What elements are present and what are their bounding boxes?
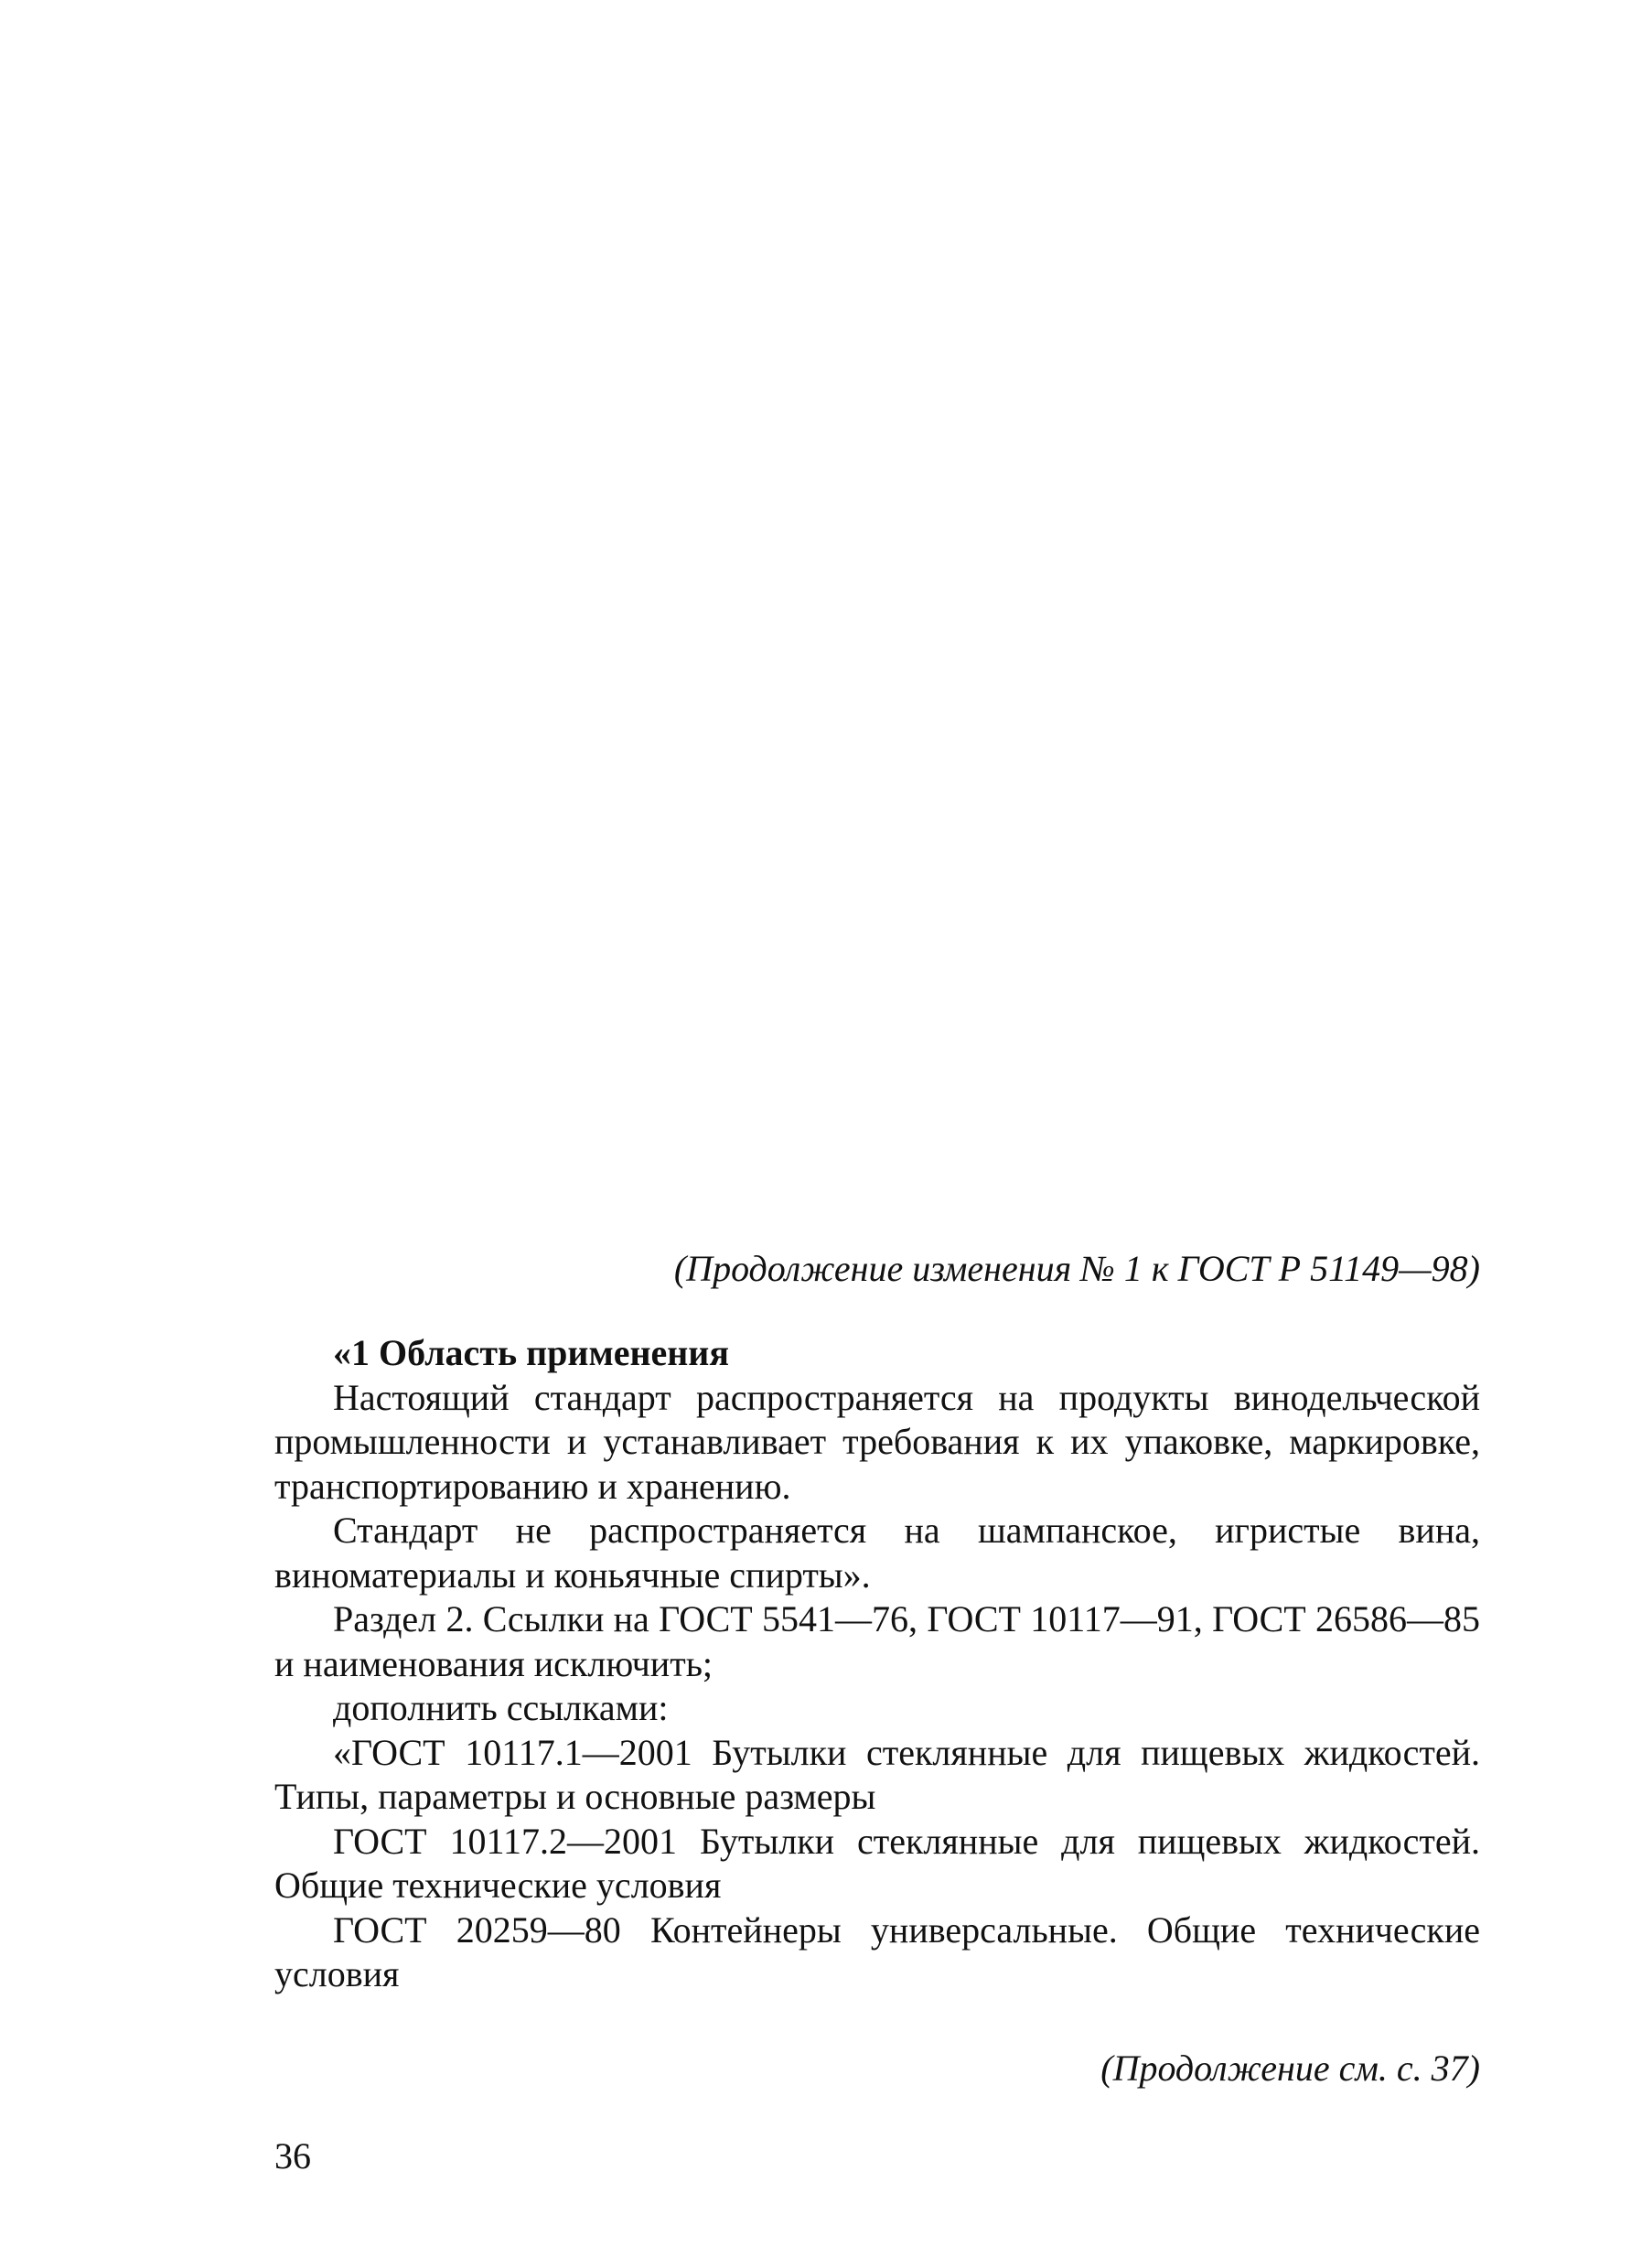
paragraph: Настоящий стандарт распространяется на продукты винодельческой промышленности и устанавливает требования к их упаковке, маркировке, транспортированию и хранению. [274, 1376, 1480, 1507]
section-heading: «1 Область применения [333, 1332, 729, 1373]
continuation-header: (Продолжение изменения № 1 к ГОСТ Р 51149—98) [673, 1248, 1480, 1289]
continuation-footer: (Продолжение см. с. 37) [1100, 2048, 1480, 2089]
paragraph: Стандарт не распространяется на шампанское, игристые вина, виноматериалы и коньячные спирты». [274, 1510, 1480, 1596]
paragraph: ГОСТ 20259—80 Контейнеры универсальные. Общие технические условия [274, 1908, 1480, 1994]
section-body [274, 1331, 1480, 1997]
paragraph: дополнить ссылками: [333, 1687, 669, 1728]
paragraph: Раздел 2. Ссылки на ГОСТ 5541—76, ГОСТ 10117—91, ГОСТ 26586—85 и наименования исключить; [274, 1598, 1480, 1684]
paragraph: «ГОСТ 10117.1—2001 Бутылки стеклянные для пищевых жидкостей. Типы, параметры и основные размеры [274, 1731, 1480, 1817]
paragraph: ГОСТ 10117.2—2001 Бутылки стеклянные для пищевых жидкостей. Общие технические условия [274, 1820, 1480, 1906]
page-number: 36 [274, 2135, 311, 2177]
